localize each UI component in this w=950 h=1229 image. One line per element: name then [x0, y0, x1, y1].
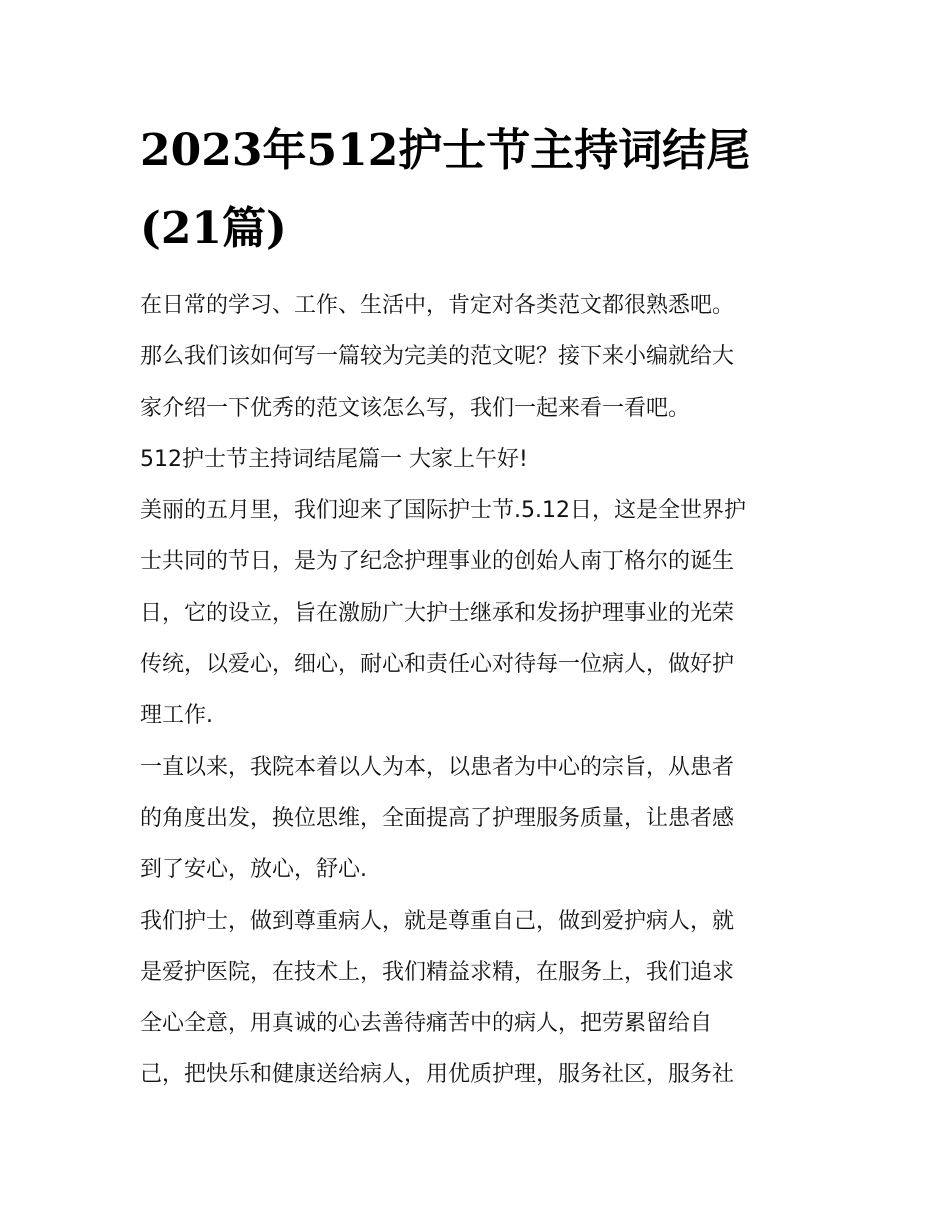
body-line: 日，它的设立，旨在激励广大护士继承和发扬护理事业的光荣 — [140, 600, 735, 626]
section-heading-line: 512护士节主持词结尾篇一 大家上午好! — [140, 446, 528, 472]
body-line: 是爱护医院，在技术上，我们精益求精，在服务上，我们追求 — [140, 959, 735, 985]
body-line: 美丽的五月里，我们迎来了国际护士节.5.12日，这是全世界护 — [140, 498, 746, 524]
document-body — [140, 280, 812, 1101]
body-line: 在日常的学习、工作、生活中，肯定对各类范文都很熟悉吧。 — [140, 293, 735, 318]
body-line: 我们护士，做到尊重病人，就是尊重自己，做到爱护病人，就 — [140, 908, 735, 934]
title-line-1: 2023年512护士节主持词结尾 — [140, 125, 751, 176]
body-line: 的角度出发，换位思维，全面提高了护理服务质量，让患者感 — [140, 805, 735, 831]
title-line-2: (21篇) — [140, 203, 287, 254]
body-line: 那么我们该如何写一篇较为完美的范文呢？接下来小编就给大 — [140, 344, 735, 370]
body-line: 己，把快乐和健康送给病人，用优质护理，服务社区，服务社 — [140, 1062, 735, 1088]
body-line: 传统，以爱心，细心，耐心和责任心对待每一位病人，做好护 — [140, 652, 735, 678]
body-line: 到了安心，放心，舒心. — [140, 857, 367, 883]
body-line: 全心全意，用真诚的心去善待痛苦中的病人，把劳累留给自 — [140, 1011, 713, 1037]
body-line: 士共同的节日，是为了纪念护理事业的创始人南丁格尔的诞生 — [140, 549, 735, 575]
document-title — [140, 112, 820, 268]
body-line: 理工作. — [140, 703, 213, 729]
body-line: 家介绍一下优秀的范文该怎么写，我们一起来看一看吧。 — [140, 395, 691, 421]
body-line: 一直以来，我院本着以人为本，以患者为中心的宗旨，从患者 — [140, 754, 735, 780]
